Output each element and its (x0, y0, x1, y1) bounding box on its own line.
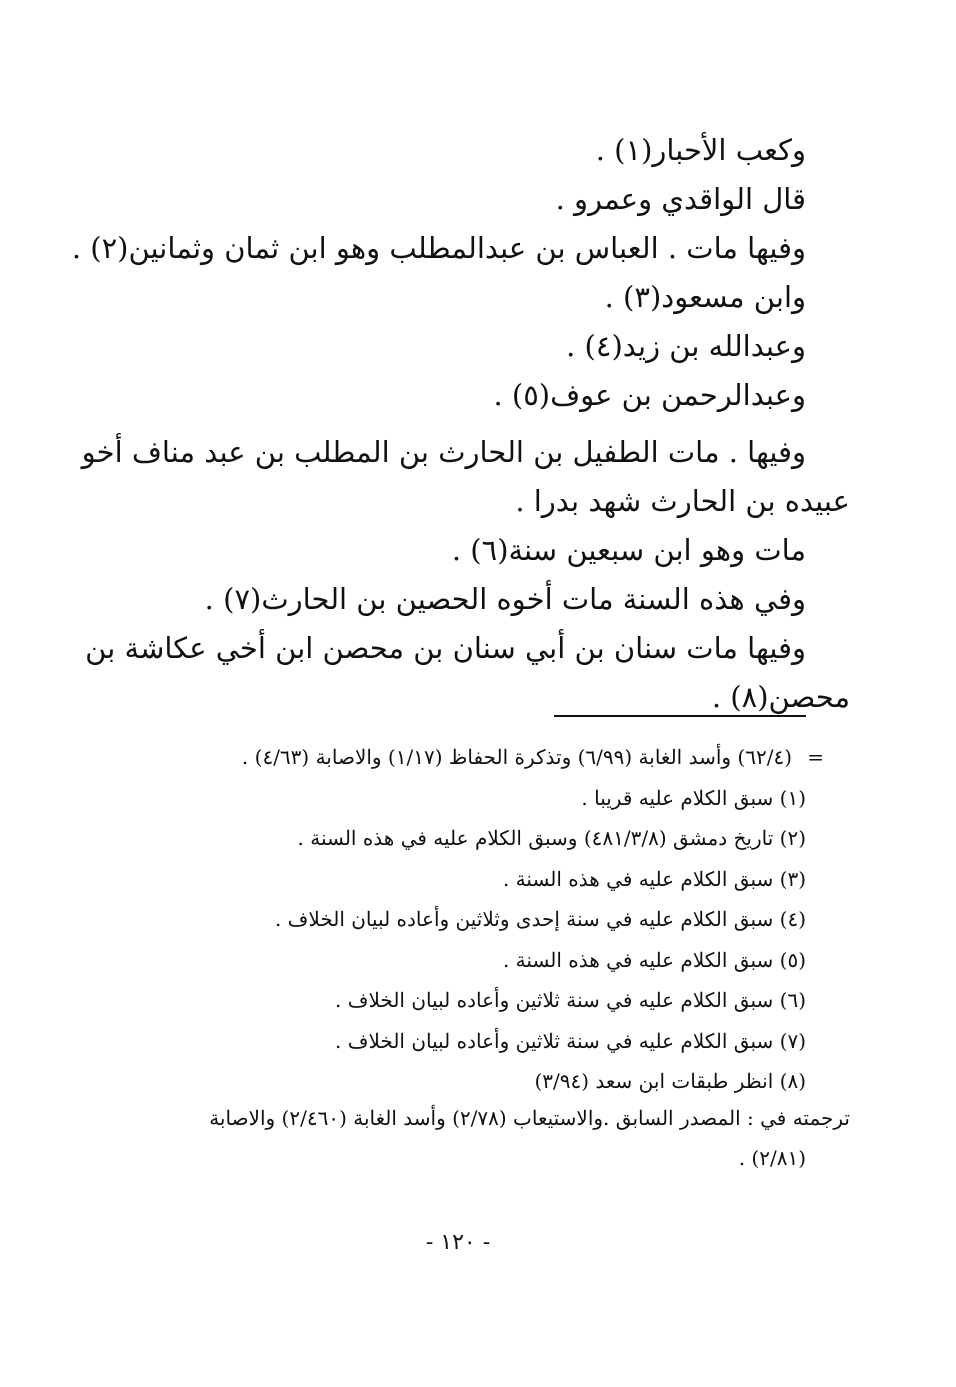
text-line: وفيها مات . العباس بن عبدالمطلب وهو ابن ثمان وثمانين(٢) . (71, 231, 806, 265)
page-number: - ١٢٠ - (425, 1230, 491, 1255)
footnote-item: (١) سبق الكلام عليه قريبا . (581, 785, 806, 810)
footnote-continuation (106, 737, 824, 778)
text-line: وابن مسعود(٣) . (604, 280, 806, 314)
text-line: مات وهو ابن سبعين سنة(٦) . (451, 533, 806, 567)
text-line: وعبدالله بن زيد(٤) . (566, 329, 806, 363)
text-line: وفيها . مات الطفيل بن الحارث بن المطلب بن عبد مناف أخو (81, 435, 806, 469)
text-line: عبيده بن الحارث شهد بدرا . (515, 484, 850, 518)
footnotes (106, 737, 850, 1179)
footnote-item: (٦) سبق الكلام عليه في سنة ثلاثين وأعاده لبيان الخلاف . (335, 988, 806, 1012)
footnote-separator (554, 715, 806, 717)
footnote-item: (٥) سبق الكلام عليه في هذه السنة . (502, 947, 806, 972)
text-line: وفيها مات سنان بن أبي سنان بن محصن ابن أخي عكاشة بن (85, 631, 806, 665)
text-line: وكعب الأحبار(١) . (595, 133, 806, 167)
text-line: محصن(٨) . (711, 680, 850, 714)
footnote-item: (٣) سبق الكلام عليه في هذه السنة . (502, 866, 806, 891)
footnote-tail: ترجمته في : المصدر السابق .والاستيعاب (٢/٧٨) وأسد الغابة (٢/٤٦٠) والاصابة (209, 1105, 850, 1130)
text-line: قال الواقدي وعمرو . (555, 182, 806, 216)
continuation-text: (٦٢/٤) وأسد الغابة (٦/٩٩) وتذكرة الحفاظ (١/١٧) والاصابة (٤/٦٣) . (241, 745, 792, 769)
continuation-mark: = (807, 745, 824, 769)
text-line: وعبدالرحمن بن عوف(٥) . (493, 378, 806, 412)
footnote-tail: (٢/٨١) . (738, 1146, 806, 1170)
footnote-item: (٤) سبق الكلام عليه في سنة إحدى وثلاثين وأعاده لبيان الخلاف . (274, 907, 806, 931)
footnote-item: (٢) تاريخ دمشق (٤٨١/٣/٨) وسبق الكلام عليه في هذه السنة . (297, 826, 806, 850)
text-line: وفي هذه السنة مات أخوه الحصين بن الحارث(٧) . (204, 582, 806, 616)
footnote-item: (٧) سبق الكلام عليه في سنة ثلاثين وأعاده لبيان الخلاف . (335, 1028, 806, 1053)
main-text (71, 126, 850, 722)
footnote-item: (٨) انظر طبقات ابن سعد (٣/٩٤) (534, 1069, 806, 1093)
